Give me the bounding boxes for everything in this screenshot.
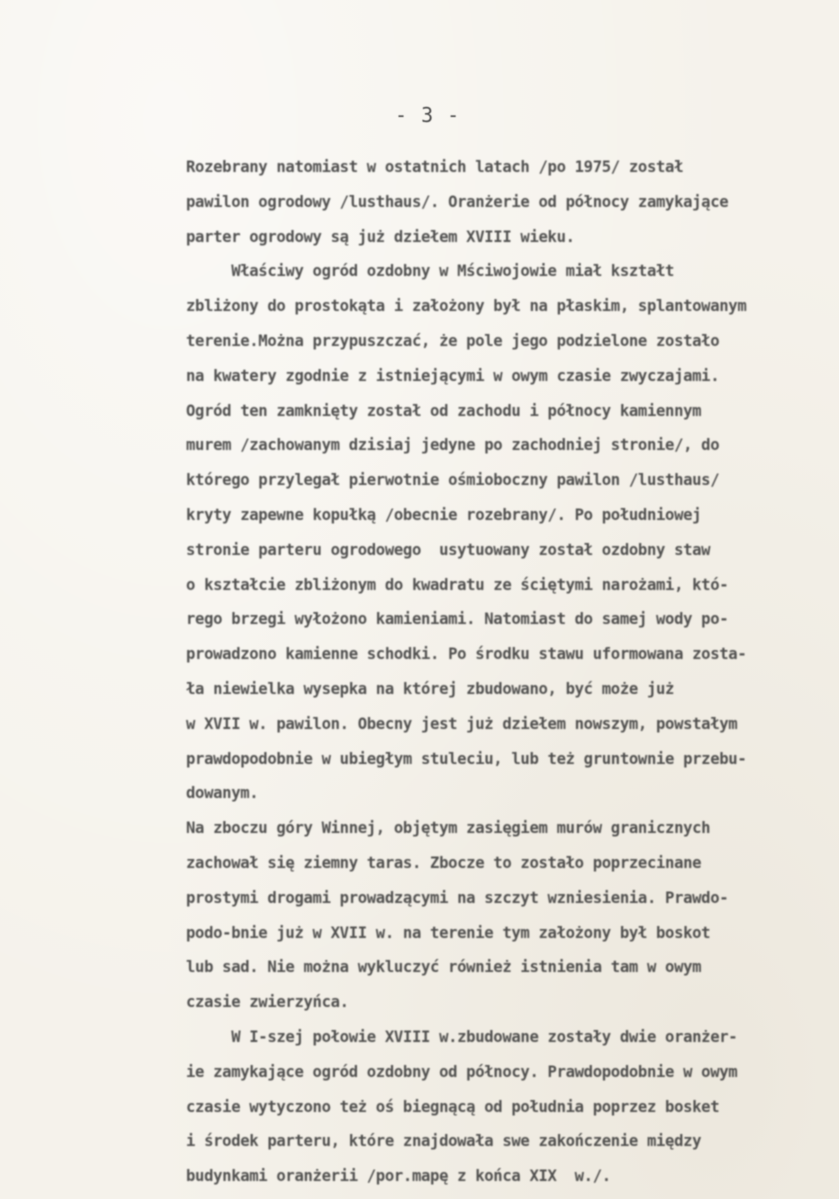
- text-line: zbliżony do prostokąta i założony był na płaskim, splantowanym: [186, 297, 747, 316]
- text-line: parter ogrodowy są już dziełem XVIII wieku.: [186, 227, 575, 246]
- text-line: ie zamykające ogród ozdobny od północy. Prawdopodobnie w owym: [186, 1062, 738, 1081]
- text-line: prowadzono kamienne schodki. Po środku stawu uformowana zosta-: [186, 645, 747, 664]
- text-line: o kształcie zbliżonym do kwadratu ze ściętymi narożami, któ-: [186, 575, 729, 594]
- text-line: W I-szej połowie XVIII w.zbudowane zostały dwie oranżer-: [186, 1027, 738, 1046]
- text-line: Ogród ten zamknięty został od zachodu i północy kamiennym: [186, 401, 702, 420]
- document-body: [186, 150, 826, 1194]
- text-line: prostymi drogami prowadzącymi na szczyt wzniesienia. Prawdo-: [186, 888, 729, 907]
- text-line: rego brzegi wyłożono kamieniami. Natomiast do samej wody po-: [186, 610, 729, 629]
- text-line: budynkami oranżerii /por.mapę z końca XIX w./.: [186, 1167, 611, 1186]
- text-line: czasie wytyczono też oś biegnącą od południa poprzez bosket: [186, 1097, 720, 1116]
- text-line: podo-bnie już w XVII w. na terenie tym założony był boskot: [186, 923, 711, 942]
- text-line: prawdopodobnie w ubiegłym stuleciu, lub też gruntownie przebu-: [186, 749, 747, 768]
- text-line: Rozebrany natomiast w ostatnich latach /po 1975/ został: [186, 158, 684, 176]
- text-line: i środek parteru, które znajdowała swe zakończenie między: [186, 1132, 702, 1151]
- text-line: czasie zwierzyńca.: [186, 993, 349, 1012]
- page-number: - 3 -: [395, 103, 461, 127]
- text-line: w XVII w. pawilon. Obecny jest już dziełem nowszym, powstałym: [186, 714, 738, 733]
- text-line: zachował się ziemny taras. Zbocze to zostało poprzecinane: [186, 853, 702, 872]
- text-line: ła niewielka wysepka na której zbudowano, być może już: [186, 679, 675, 698]
- text-line: lub sad. Nie można wykluczyć również istnienia tam w owym: [186, 958, 702, 977]
- text-line: na kwatery zgodnie z istniejącymi w owym czasie zwyczajami.: [186, 366, 720, 385]
- text-line: Właściwy ogród ozdobny w Mściwojowie miał kształt: [186, 262, 675, 281]
- text-line: którego przylegał pierwotnie ośmioboczny pawilon /lusthaus/: [186, 471, 720, 490]
- text-line: pawilon ogrodowy /lusthaus/. Oranżerie od północy zamykające: [186, 192, 729, 211]
- text-line: kryty zapewne kopułką /obecnie rozebrany/. Po południowej: [186, 505, 702, 524]
- text-line: dowanym.: [186, 784, 259, 803]
- text-line: murem /zachowanym dzisiaj jedyne po zachodniej stronie/, do: [186, 436, 720, 455]
- text-line: Na zboczu góry Winnej, objętym zasięgiem murów granicznych: [186, 819, 711, 838]
- text-line: stronie parteru ogrodowego usytuowany został ozdobny staw: [186, 540, 711, 559]
- text-line: terenie.Można przypuszczać, że pole jego podzielone zostało: [186, 331, 720, 350]
